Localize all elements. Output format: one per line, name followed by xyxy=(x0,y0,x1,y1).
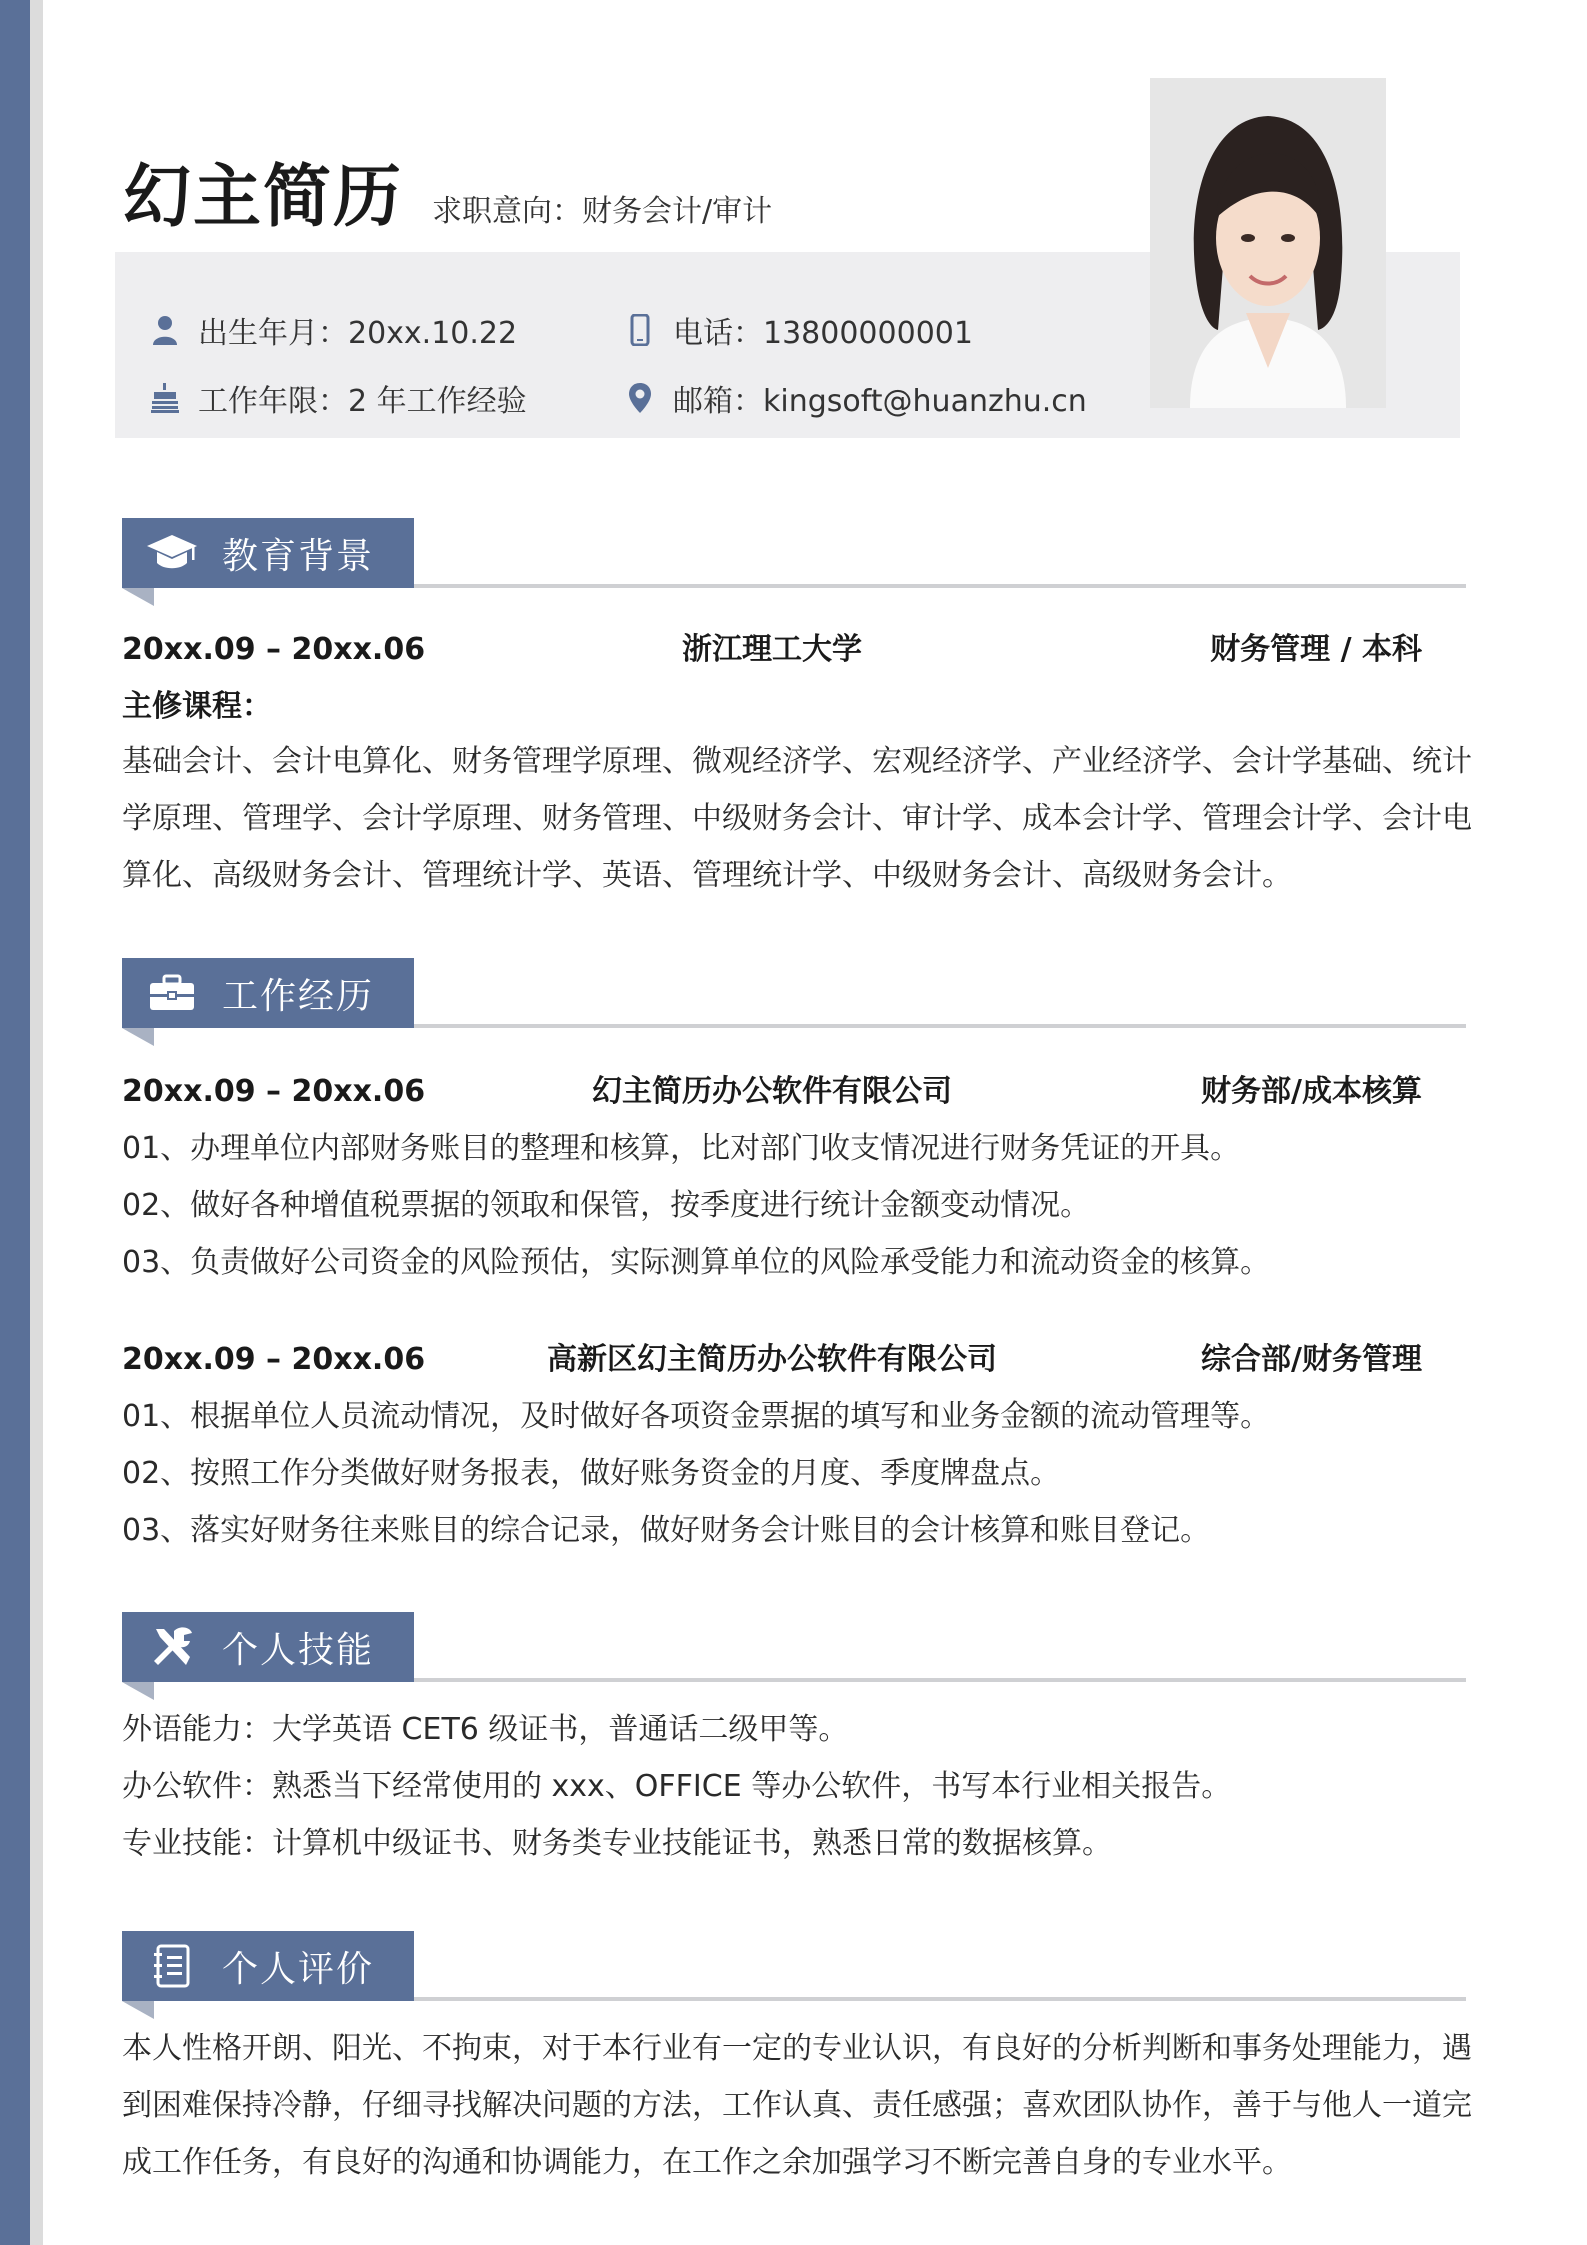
section-education-tab xyxy=(122,518,414,588)
tab-fold xyxy=(122,588,154,606)
job-row xyxy=(122,1070,1422,1114)
section-skills-title: 个人技能 xyxy=(222,1629,375,1671)
job-row xyxy=(122,1338,1422,1382)
evaluation-line: 本人性格开朗、阳光、不拘束，对于本行业有一定的专业认识，有良好的分析判断和事务处理能力，遇 xyxy=(122,2031,1472,2066)
briefcase-icon xyxy=(146,967,198,1019)
side-accent-bar-light xyxy=(30,0,43,2245)
section-rule xyxy=(414,584,1466,588)
education-major: 财务管理 / 本科 xyxy=(1210,632,1422,667)
tab-fold xyxy=(122,1028,154,1046)
courses-line: 基础会计、会计电算化、财务管理学原理、微观经济学、宏观经济学、产业经济学、会计学基础、统计 xyxy=(122,744,1472,779)
job-role: 综合部/财务管理 xyxy=(1201,1342,1422,1377)
info-birth xyxy=(150,308,517,352)
section-rule xyxy=(414,1024,1466,1028)
job-date: 20xx.09 – 20xx.06 xyxy=(122,1074,426,1109)
tab-fold xyxy=(122,2001,154,2019)
skill-item: 办公软件：熟悉当下经常使用的 xxx、OFFICE 等办公软件，书写本行业相关报告。 xyxy=(122,1769,1232,1804)
years-text: 工作年限：2 年工作经验 xyxy=(198,384,527,419)
job-duty: 03、负责做好公司资金的风险预估，实际测算单位的风险承受能力和流动资金的核算。 xyxy=(122,1245,1271,1280)
job-role: 财务部/成本核算 xyxy=(1201,1074,1422,1109)
side-accent-bar xyxy=(0,0,30,2245)
email-text: 邮箱：kingsoft@huanzhu.cn xyxy=(673,384,1087,419)
section-evaluation-title: 个人评价 xyxy=(222,1948,375,1990)
section-skills-tab xyxy=(122,1612,414,1682)
job-intent: 求职意向：财务会计/审计 xyxy=(432,194,773,229)
job-duty: 02、按照工作分类做好财务报表，做好账务资金的月度、季度牌盘点。 xyxy=(122,1456,1061,1491)
section-rule xyxy=(414,1997,1466,2001)
job-duty: 01、根据单位人员流动情况，及时做好各项资金票据的填写和业务金额的流动管理等。 xyxy=(122,1399,1271,1434)
job-duty: 03、落实好财务往来账目的综合记录，做好财务会计账目的会计核算和账目登记。 xyxy=(122,1513,1211,1548)
evaluation-line: 到困难保持冷静，仔细寻找解决问题的方法，工作认真、责任感强；喜欢团队协作，善于与他人一道完 xyxy=(122,2088,1472,2123)
evaluation-line: 成工作任务，有良好的沟通和协调能力，在工作之余加强学习不断完善自身的专业水平。 xyxy=(122,2145,1292,2180)
skill-item: 专业技能：计算机中级证书、财务类专业技能证书，熟悉日常的数据核算。 xyxy=(122,1826,1112,1861)
section-education-title: 教育背景 xyxy=(222,535,375,577)
education-date: 20xx.09 – 20xx.06 xyxy=(122,632,426,667)
section-education-header xyxy=(122,518,1466,612)
location-pin-icon xyxy=(625,381,655,415)
phone-icon xyxy=(625,313,655,347)
info-phone xyxy=(625,308,973,352)
section-evaluation-tab xyxy=(122,1931,414,2001)
section-skills-header xyxy=(122,1612,1466,1706)
courses-label: 主修课程： xyxy=(122,689,272,724)
education-row xyxy=(122,628,1422,672)
education-school: 浙江理工大学 xyxy=(682,632,862,667)
courses-line: 算化、高级财务会计、管理统计学、英语、管理统计学、中级财务会计、高级财务会计。 xyxy=(122,858,1292,893)
job-company: 高新区幻主简历办公软件有限公司 xyxy=(547,1342,997,1377)
info-years xyxy=(150,376,527,420)
cake-icon xyxy=(150,381,180,415)
job-duty: 02、做好各种增值税票据的领取和保管，按季度进行统计金额变动情况。 xyxy=(122,1188,1091,1223)
job-company: 幻主简历办公软件有限公司 xyxy=(592,1074,952,1109)
profile-photo xyxy=(1150,78,1386,408)
info-email xyxy=(625,376,1087,420)
section-rule xyxy=(414,1678,1466,1682)
tab-fold xyxy=(122,1682,154,1700)
section-work-title: 工作经历 xyxy=(222,975,375,1017)
skill-item: 外语能力：大学英语 CET6 级证书，普通话二级甲等。 xyxy=(122,1712,849,1747)
graduation-cap-icon xyxy=(146,527,198,579)
section-work-tab xyxy=(122,958,414,1028)
section-work-header xyxy=(122,958,1466,1052)
section-evaluation-header xyxy=(122,1931,1466,2025)
person-icon xyxy=(150,313,180,347)
job-duty: 01、办理单位内部财务账目的整理和核算，比对部门收支情况进行财务凭证的开具。 xyxy=(122,1131,1241,1166)
phone-text: 电话：13800000001 xyxy=(673,316,973,351)
courses-line: 学原理、管理学、会计学原理、财务管理、中级财务会计、审计学、成本会计学、管理会计学、会计电 xyxy=(122,801,1472,836)
resume-name: 幻主简历 xyxy=(123,158,404,237)
job-date: 20xx.09 – 20xx.06 xyxy=(122,1342,426,1377)
birth-text: 出生年月：20xx.10.22 xyxy=(198,316,518,351)
tools-icon xyxy=(146,1621,198,1673)
notebook-icon xyxy=(146,1940,198,1992)
